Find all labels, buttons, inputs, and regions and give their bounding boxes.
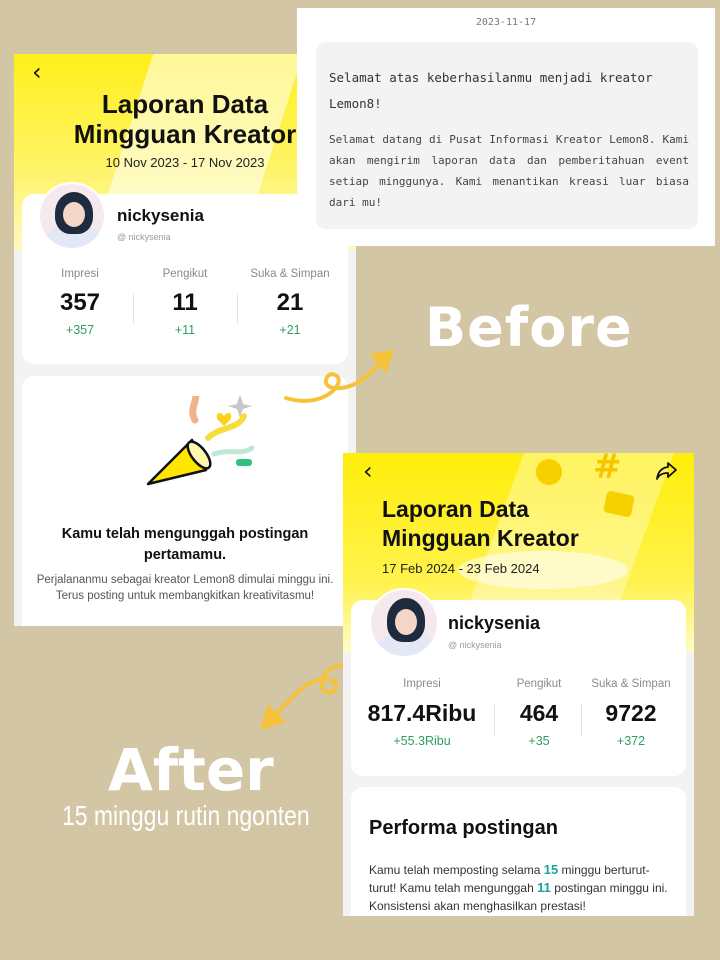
title-line: Laporan Data (101, 89, 269, 119)
chevron-left-icon[interactable]: ‹ (32, 58, 42, 86)
profile-handle: @ nickysenia (117, 232, 171, 242)
curved-arrow-icon (282, 340, 402, 410)
avatar[interactable] (369, 588, 439, 658)
stat-label: Pengikut (162, 268, 208, 280)
stat-value: 357 (59, 289, 101, 316)
posts-count: 11 (537, 880, 551, 895)
message-date: 2023-11-17 (475, 17, 537, 28)
avatar[interactable] (38, 182, 106, 250)
after-caption: 15 minggu rutin ngonten (62, 800, 310, 831)
performance-text: minggu berturut-turut! Kamu telah mengunggah (369, 863, 650, 895)
stat-delta: +372 (616, 734, 646, 748)
title-line: Mingguan Kreator (73, 119, 297, 149)
stat-delta: +35 (528, 734, 550, 748)
profile-stats-card (351, 600, 686, 776)
stat-label: Suka & Simpan (591, 678, 671, 690)
performance-title: Performa postingan (369, 817, 558, 839)
first-post-card (22, 376, 348, 626)
first-post-title: Kamu telah mengunggah postingan pertamamu. (61, 526, 309, 563)
welcome-message-screen (297, 8, 715, 246)
profile-name: nickysenia (448, 613, 541, 633)
performance-text: postingan minggu ini. Konsistensi akan menghasilkan prestasi! (369, 881, 668, 913)
stat-label: Impresi (403, 678, 441, 690)
party-popper-icon (140, 396, 255, 496)
stat-label: Suka & Simpan (250, 268, 330, 280)
avatar-face (395, 609, 417, 635)
title-line: Laporan Data (382, 496, 529, 522)
share-icon[interactable] (656, 461, 678, 481)
first-post-description: Perjalananmu sebagai kreator Lemon8 dimulai minggu ini. Terus posting untuk membangkitkan kreativitasmu! (36, 574, 334, 602)
stat-followers (127, 268, 243, 337)
stat-likes-saves (235, 268, 345, 337)
stat-likes-saves (581, 678, 681, 748)
stat-delta: +11 (174, 323, 196, 337)
emoji-icon (536, 459, 562, 485)
stat-value: 817.4Ribu (367, 700, 477, 726)
after-report-screen (343, 453, 694, 916)
message-bubble (316, 42, 698, 229)
date-range: 17 Feb 2024 - 23 Feb 2024 (382, 561, 540, 576)
profile-name: nickysenia (117, 206, 204, 225)
after-label: After (108, 736, 274, 804)
title-line: Mingguan Kreator (382, 525, 579, 551)
stat-value: 21 (276, 289, 304, 316)
stat-value: 11 (172, 289, 198, 316)
report-title (382, 495, 579, 553)
chevron-left-icon[interactable]: ‹ (363, 457, 373, 485)
before-label: Before (425, 296, 633, 359)
stat-delta: +21 (279, 323, 301, 337)
post-performance-card (351, 787, 686, 916)
stat-value: 464 (519, 700, 559, 726)
date-range: 10 Nov 2023 - 17 Nov 2023 (105, 155, 265, 170)
stat-delta: +55.3Ribu (393, 734, 451, 748)
stat-label: Impresi (61, 268, 99, 280)
avatar-face (63, 202, 85, 227)
stat-impressions (351, 678, 493, 748)
weeks-count: 15 (543, 862, 559, 877)
message-body: Selamat datang di Pusat Informasi Kreator Lemon8. Kami akan mengirim laporan data dan pemberitahuan event setiap minggunya. Kami menantikan kreasi luar biasa dari mu! (329, 133, 689, 209)
message-title: Selamat atas keberhasilanmu menjadi kreator Lemon8! (329, 70, 653, 111)
stat-value: 9722 (605, 700, 657, 726)
profile-handle: @ nickysenia (448, 640, 502, 650)
performance-text: Kamu telah memposting selama (369, 863, 544, 877)
stat-delta: +357 (65, 323, 95, 337)
performance-description (369, 861, 669, 915)
stat-followers (495, 678, 583, 748)
stat-label: Pengikut (516, 678, 562, 690)
hashtag-icon: # (593, 453, 622, 487)
stat-impressions (22, 268, 138, 337)
